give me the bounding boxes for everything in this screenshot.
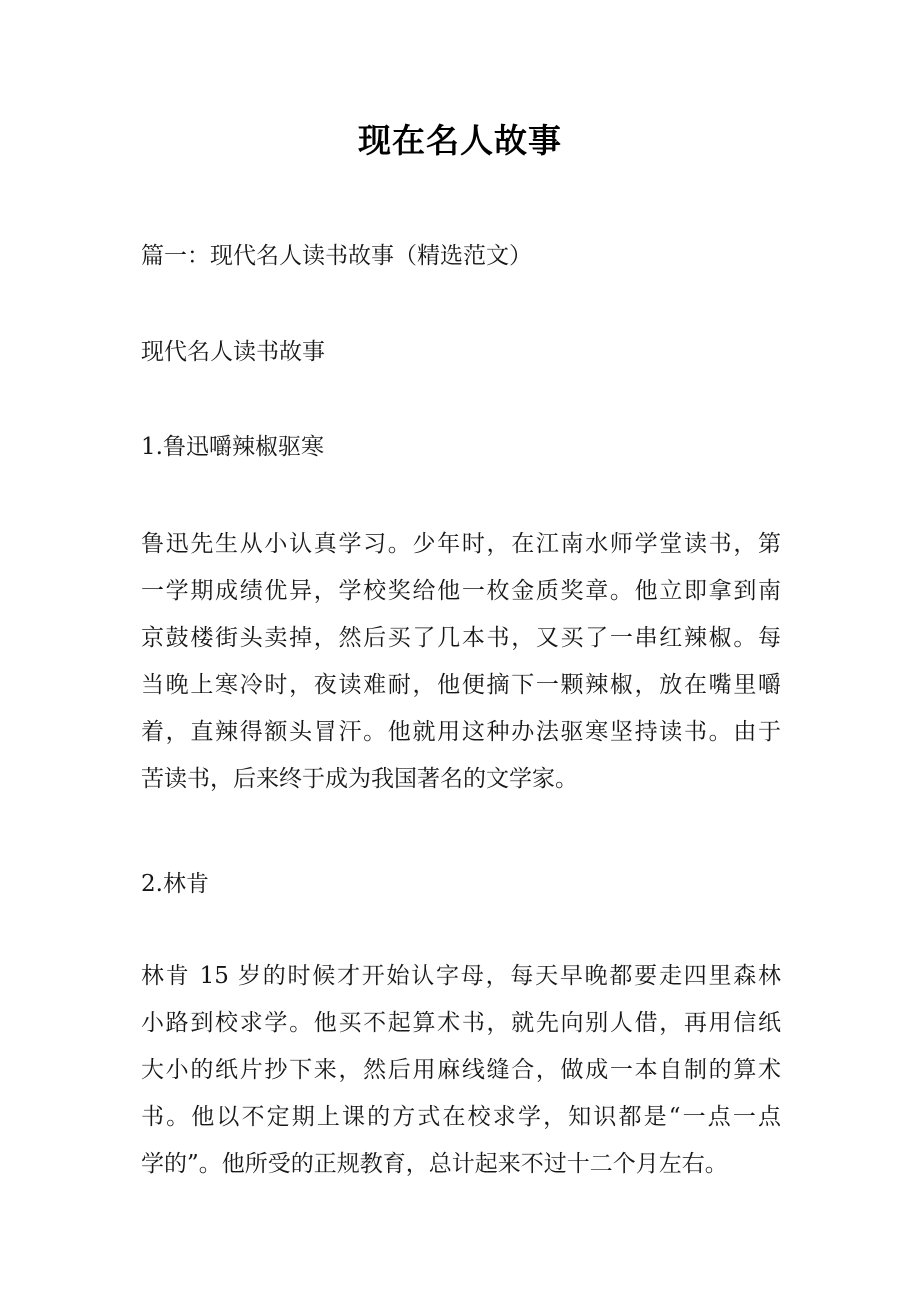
paragraph-line: 当晚上寒冷时，夜读难耐，他便摘下一颗辣椒，放在嘴里嚼 [141, 672, 781, 698]
document-title: 现在名人故事 [358, 121, 562, 160]
paragraph-line: 书。他以不定期上课的方式在校求学，知识都是“一点一点 [141, 1104, 781, 1130]
story-2-paragraph [141, 953, 781, 1188]
paragraph-line: 大小的纸片抄下来，然后用麻线缝合，做成一本自制的算术 [141, 1057, 781, 1083]
paragraph-line: 小路到校求学。他买不起算术书，就先向别人借，再用信纸 [141, 1010, 781, 1036]
paragraph-line: 着，直辣得额头冒汗。他就用这种办法驱寒坚持读书。由于 [141, 719, 781, 745]
paragraph-line: 苦读书，后来终于成为我国著名的文学家。 [141, 766, 578, 792]
paragraph-line: 学的”。他所受的正规教育，总计起来不过十二个月左右。 [141, 1151, 728, 1177]
paragraph-line: 一学期成绩优异，学校奖给他一枚金质奖章。他立即拿到南 [141, 578, 781, 604]
subtitle: 现代名人读书故事 [141, 339, 325, 365]
paragraph-line: 林肯 15 岁的时候才开始认字母，每天早晚都要走四里森林 [141, 963, 781, 989]
section-heading: 篇一：现代名人读书故事（精选范文） [141, 243, 532, 269]
story-2-heading: 2.林肯 [141, 871, 209, 897]
story-1-heading: 1.鲁迅嚼辣椒驱寒 [141, 434, 324, 460]
paragraph-line: 京鼓楼街头卖掉，然后买了几本书，又买了一串红辣椒。每 [141, 625, 781, 651]
paragraph-line: 鲁迅先生从小认真学习。少年时，在江南水师学堂读书，第 [141, 531, 781, 557]
story-1-paragraph [141, 521, 781, 803]
